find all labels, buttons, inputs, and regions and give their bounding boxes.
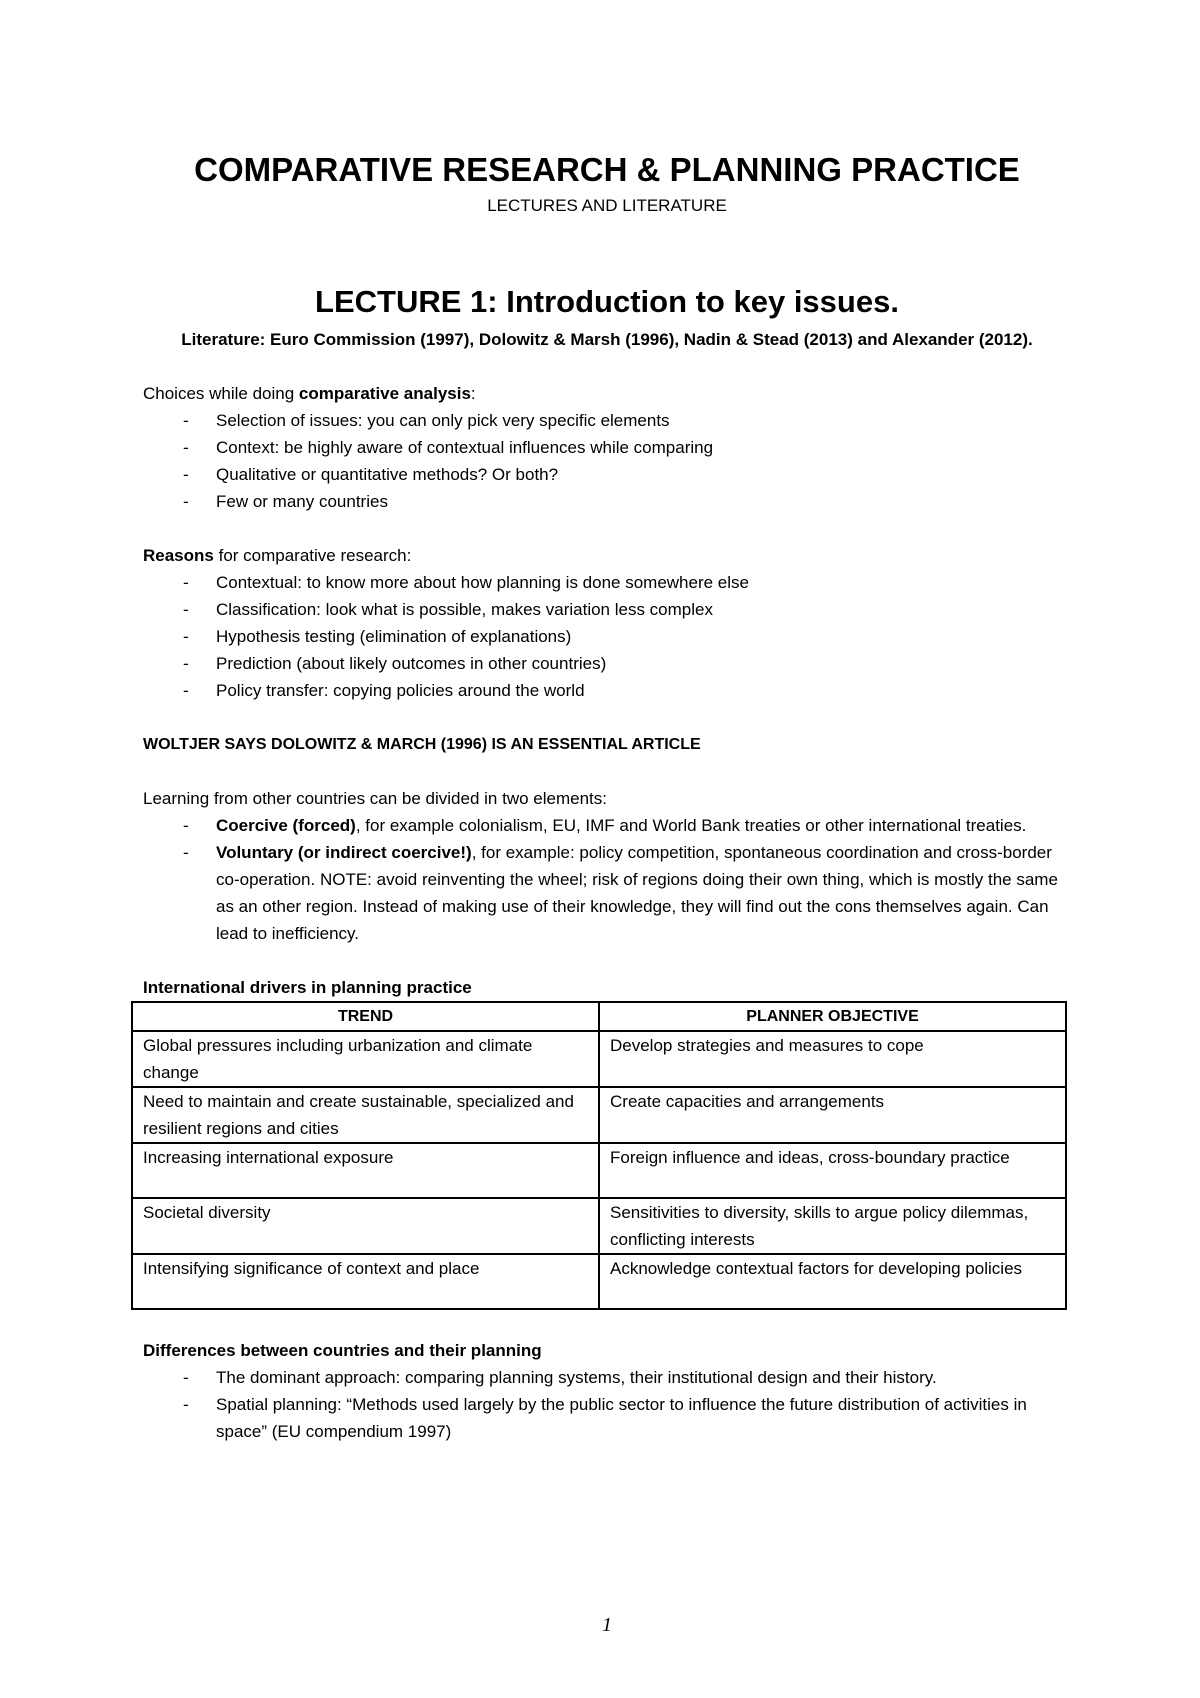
- dash-marker: -: [183, 600, 189, 619]
- reasons-intro-bold: Reasons: [143, 546, 214, 565]
- list-item-bold: Coercive (forced): [216, 816, 356, 835]
- list-item-text: Context: be highly aware of contextual influences while comparing: [216, 438, 714, 457]
- list-item-text: Contextual: to know more about how planning is done somewhere else: [216, 573, 749, 592]
- document-subtitle: LECTURES AND LITERATURE: [487, 196, 727, 215]
- dash-marker: -: [183, 681, 189, 700]
- list-item: [143, 461, 1071, 488]
- list-item-text: Selection of issues: you can only pick very specific elements: [216, 411, 670, 430]
- list-item: [143, 623, 1071, 650]
- learning-section: [143, 785, 1071, 947]
- table-row: [132, 1198, 1066, 1254]
- list-item: [143, 488, 1071, 515]
- table-row: [132, 1143, 1066, 1198]
- reasons-section: [143, 542, 1071, 704]
- table-row: [132, 1254, 1066, 1309]
- list-item: [143, 812, 1071, 839]
- table-cell: Global pressures including urbanization and climate change: [132, 1031, 599, 1087]
- dash-marker: -: [183, 627, 189, 646]
- document-page: [143, 0, 1071, 1698]
- table-row: [132, 1031, 1066, 1087]
- choices-intro-text: Choices while doing: [143, 384, 299, 403]
- list-item: [143, 650, 1071, 677]
- choices-section: [143, 380, 1071, 515]
- list-item: [143, 1364, 1071, 1391]
- list-item-text: , for example colonialism, EU, IMF and World Bank treaties or other international treaties.: [355, 816, 1027, 835]
- column-header-trend: TREND: [132, 1002, 599, 1031]
- reasons-intro-text: for comparative research:: [213, 546, 412, 565]
- choices-list: [143, 407, 1071, 515]
- list-item: [143, 569, 1071, 596]
- table-cell: Intensifying significance of context and place: [132, 1254, 599, 1309]
- list-item-text: Few or many countries: [216, 492, 388, 511]
- drivers-section: [143, 974, 1071, 1310]
- drivers-table-caption: International drivers in planning practice: [143, 978, 472, 997]
- table-header-row: [132, 1002, 1066, 1031]
- reasons-list: [143, 569, 1071, 704]
- dash-marker: -: [183, 438, 189, 457]
- table-cell: Acknowledge contextual factors for developing policies: [599, 1254, 1066, 1309]
- list-item: [143, 1391, 1071, 1445]
- list-item: [143, 677, 1071, 704]
- reasons-intro: [143, 542, 1071, 569]
- dash-marker: -: [183, 465, 189, 484]
- list-item-bold: Voluntary (or indirect coercive!): [216, 843, 472, 862]
- table-cell: Create capacities and arrangements: [599, 1087, 1066, 1143]
- list-item-text: Classification: look what is possible, makes variation less complex: [216, 600, 713, 619]
- list-item-text: The dominant approach: comparing planning systems, their institutional design and their history.: [216, 1368, 937, 1387]
- choices-intro-colon: :: [470, 384, 476, 403]
- document-title: COMPARATIVE RESEARCH & PLANNING PRACTICE: [194, 151, 1020, 188]
- dash-marker: -: [183, 1395, 189, 1414]
- table-cell: Need to maintain and create sustainable, specialized and resilient regions and cities: [132, 1087, 599, 1143]
- table-cell: Foreign influence and ideas, cross-boundary practice: [599, 1143, 1066, 1198]
- dash-marker: -: [183, 573, 189, 592]
- drivers-table: [131, 1001, 1067, 1310]
- list-item-text: Policy transfer: copying policies around the world: [216, 681, 585, 700]
- dash-marker: -: [183, 654, 189, 673]
- table-cell: Sensitivities to diversity, skills to argue policy dilemmas, conflicting interests: [599, 1198, 1066, 1254]
- list-item: [143, 434, 1071, 461]
- list-item: [143, 596, 1071, 623]
- list-item-text: Qualitative or quantitative methods? Or both?: [216, 465, 559, 484]
- learning-list: [143, 812, 1071, 947]
- list-item-text: Hypothesis testing (elimination of explanations): [216, 627, 572, 646]
- essential-article-note: WOLTJER SAYS DOLOWITZ & MARCH (1996) IS AN ESSENTIAL ARTICLE: [143, 736, 701, 753]
- table-cell: Societal diversity: [132, 1198, 599, 1254]
- list-item-text: , for example: policy competition, spontaneous coordination and cross-border co-operation. NOTE: avoid reinventing the wheel; risk of regions doing their own thing, which is mostly the same as an other region. Instead of making use of their knowledge, they will find out the cons themselves again. Can lead to inefficiency.: [216, 843, 1058, 943]
- table-row: [132, 1087, 1066, 1143]
- choices-intro: [143, 380, 1071, 407]
- list-item-text: Prediction (about likely outcomes in other countries): [216, 654, 607, 673]
- dash-marker: -: [183, 492, 189, 511]
- differences-list: [143, 1364, 1071, 1445]
- table-cell: Increasing international exposure: [132, 1143, 599, 1198]
- choices-intro-bold: comparative analysis: [298, 384, 471, 403]
- lecture-title: LECTURE 1: Introduction to key issues.: [315, 284, 899, 319]
- list-item-text: Spatial planning: “Methods used largely by the public sector to influence the future distribution of activities in space” (EU compendium 1997): [216, 1395, 1027, 1441]
- literature-line: Literature: Euro Commission (1997), Dolowitz & Marsh (1996), Nadin & Stead (2013) and Alexander (2012).: [181, 330, 1033, 349]
- dash-marker: -: [183, 816, 189, 835]
- dash-marker: -: [183, 843, 189, 862]
- column-header-planner-objective: PLANNER OBJECTIVE: [599, 1002, 1066, 1031]
- table-cell: Develop strategies and measures to cope: [599, 1031, 1066, 1087]
- page-number: 1: [602, 1614, 612, 1636]
- dash-marker: -: [183, 411, 189, 430]
- dash-marker: -: [183, 1368, 189, 1387]
- differences-section: [143, 1337, 1071, 1445]
- list-item: [143, 839, 1071, 947]
- differences-heading: Differences between countries and their planning: [143, 1341, 542, 1360]
- learning-intro: Learning from other countries can be divided in two elements:: [143, 789, 607, 808]
- list-item: [143, 407, 1071, 434]
